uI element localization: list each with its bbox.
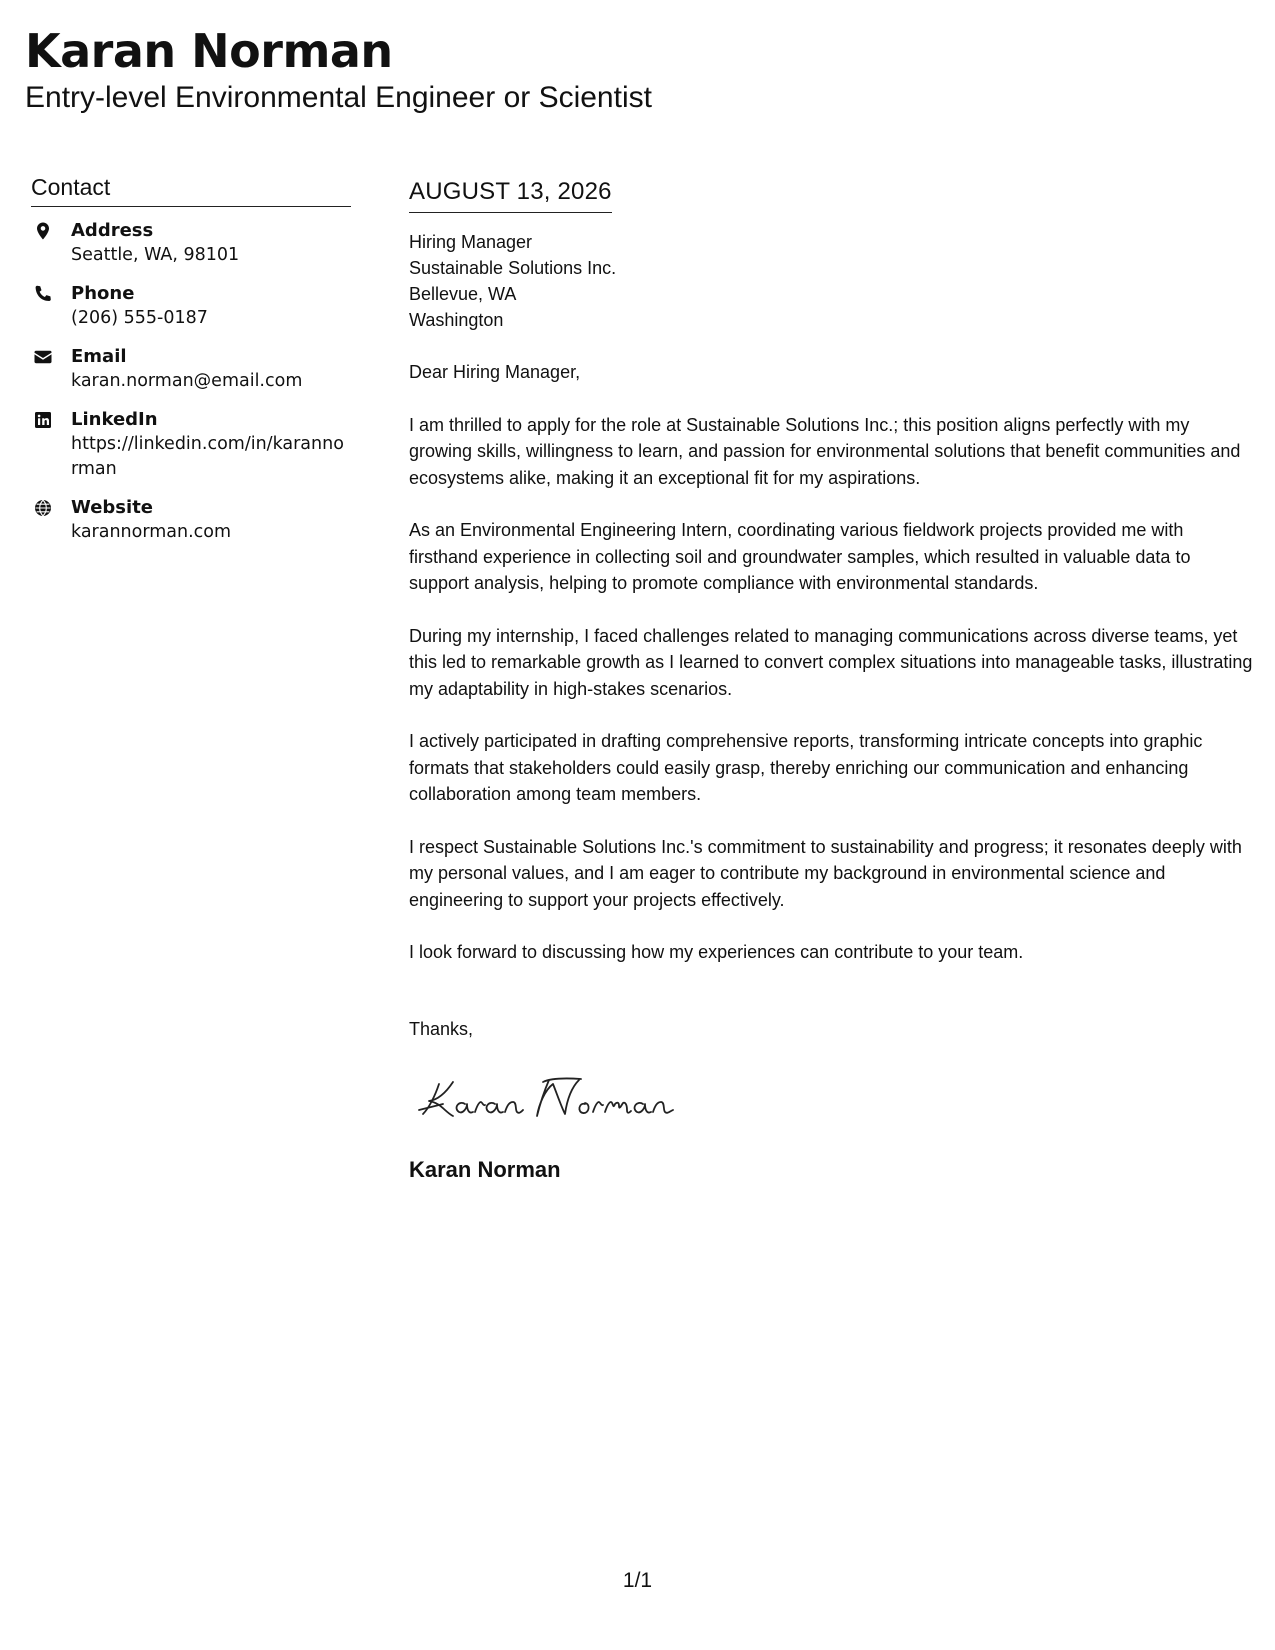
recipient-block	[409, 229, 1254, 333]
address-label: Address	[71, 220, 154, 241]
recipient-line: Bellevue, WA	[409, 284, 517, 304]
contact-item-phone	[31, 282, 351, 331]
contact-sidebar	[31, 172, 351, 559]
letter-date: AUGUST 13, 2026	[409, 176, 612, 213]
email-label: Email	[71, 346, 127, 367]
contact-item-address	[31, 219, 351, 268]
linkedin-label: LinkedIn	[71, 409, 158, 430]
linkedin-icon	[33, 410, 53, 430]
contact-heading: Contact	[31, 172, 351, 207]
signer-name: Karan Norman	[409, 1156, 561, 1182]
recipient-line: Hiring Manager	[409, 232, 533, 252]
recipient-line: Washington	[409, 310, 504, 330]
address-value: Seattle, WA, 98101	[71, 245, 240, 265]
closing: Thanks,	[409, 1018, 474, 1039]
recipient-line: Sustainable Solutions Inc.	[409, 258, 617, 278]
salutation: Dear Hiring Manager,	[409, 362, 581, 382]
phone-label: Phone	[71, 283, 135, 304]
envelope-icon	[33, 347, 53, 367]
letter-paragraph: I am thrilled to apply for the role at Sustainable Solutions Inc.; this position aligns perfectly with my growing skills, willingness to learn, and passion for environmental solutions that benefit communities and ecosystems alike, making it an exceptional fit for my aspirations.	[409, 414, 1241, 488]
page-number: 1/1	[622, 1569, 653, 1592]
handwritten-signature	[417, 1070, 677, 1130]
map-pin-icon	[33, 221, 53, 241]
letter-paragraph: I respect Sustainable Solutions Inc.'s commitment to sustainability and progress; it resonates deeply with my personal values, and I am eager to contribute my background in environmental science and engineering to support your projects effectively.	[409, 836, 1242, 910]
phone-icon	[33, 284, 53, 304]
phone-value: (206) 555-0187	[71, 308, 208, 328]
contact-list	[31, 219, 351, 545]
contact-item-website	[31, 496, 351, 545]
linkedin-value[interactable]: https://linkedin.com/in/karannorman	[71, 434, 344, 479]
letter-body	[409, 176, 1254, 1184]
letter-paragraph: During my internship, I faced challenges related to managing communications across diverse teams, yet this led to remarkable growth as I learned to convert complex situations into manageable tasks, illustrating my adaptability in high-stakes scenarios.	[409, 625, 1253, 699]
website-label: Website	[71, 497, 154, 518]
email-value: karan.norman@email.com	[71, 371, 303, 391]
applicant-job-title: Entry-level Environmental Engineer or Scientist	[25, 81, 652, 114]
contact-item-email	[31, 345, 351, 394]
letter-paragraph: I actively participated in drafting comprehensive reports, transforming intricate concepts into graphic formats that stakeholders could easily grasp, thereby enriching our communication and enhancing collaboration among team members.	[409, 731, 1203, 804]
contact-item-linkedin	[31, 408, 351, 482]
letter-paragraph: I look forward to discussing how my experiences can contribute to your team.	[409, 942, 1024, 962]
letter-paragraph: As an Environmental Engineering Intern, coordinating various fieldwork projects provided me with firsthand experience in collecting soil and groundwater samples, which resulted in valuable data to support analysis, helping to promote compliance with environmental standards.	[409, 520, 1191, 593]
applicant-name: Karan Norman	[25, 24, 393, 78]
website-value[interactable]: karannorman.com	[71, 522, 232, 542]
globe-icon	[33, 498, 53, 518]
letter-header	[25, 22, 652, 116]
